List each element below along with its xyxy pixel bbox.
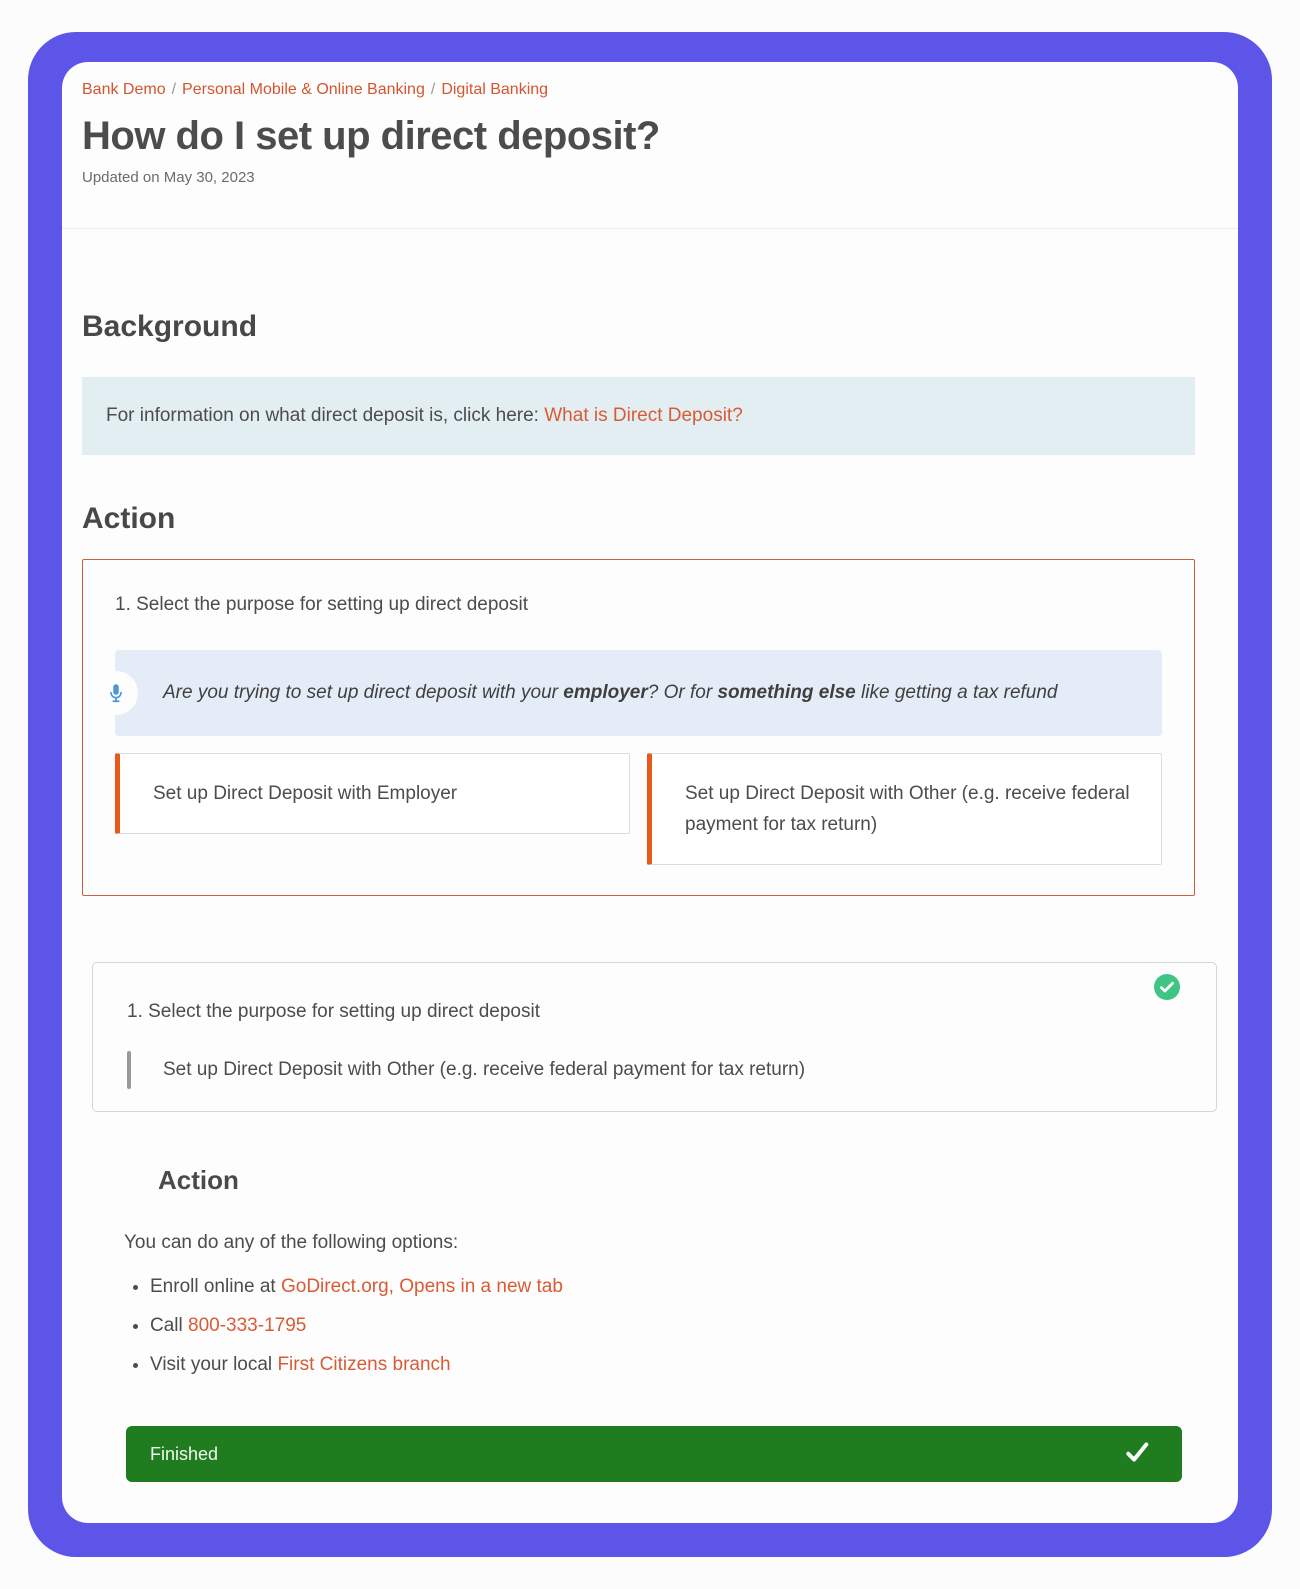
updated-date: Updated on May 30, 2023 [82, 169, 255, 186]
breadcrumb-link-bank-demo[interactable]: Bank Demo [82, 81, 166, 98]
selected-option-text: Set up Direct Deposit with Other (e.g. receive federal payment for tax return) [163, 1059, 806, 1080]
info-text: For information on what direct deposit is, click here: [106, 405, 545, 426]
question-bubble [115, 650, 1162, 736]
list-item-visit-branch: • Visit your local First Citizens branch [150, 1352, 1195, 1378]
breadcrumb-separator: / [430, 81, 436, 98]
finished-bar[interactable] [126, 1426, 1182, 1482]
branch-link[interactable]: First Citizens branch [277, 1354, 451, 1375]
breadcrumb-link-personal-mobile-online-banking[interactable]: Personal Mobile & Online Banking [182, 81, 425, 98]
step-label: 1. Select the purpose for setting up direct deposit [115, 594, 528, 615]
finished-label: Finished [150, 1443, 219, 1464]
followup-intro: You can do any of the following options: [124, 1232, 459, 1253]
article-card [62, 62, 1238, 1523]
followup-action-heading: Action [158, 1165, 239, 1195]
option-other-button[interactable]: Set up Direct Deposit with Other (e.g. receive federal payment for tax return) [647, 753, 1162, 865]
purple-frame [28, 32, 1272, 1557]
selected-option [127, 1051, 1136, 1089]
option-employer-button[interactable]: Set up Direct Deposit with Employer [115, 753, 630, 834]
breadcrumb-link-digital-banking[interactable]: Digital Banking [441, 81, 549, 98]
checkmark-icon [1122, 1438, 1152, 1471]
question-text: Are you trying to set up direct deposit with your employer? Or for something else like getting a tax refund [163, 682, 1058, 703]
godirect-link[interactable]: GoDirect.org, Opens in a new tab [280, 1276, 563, 1297]
info-box [82, 377, 1195, 455]
breadcrumb [82, 80, 1195, 100]
completed-step-label: 1. Select the purpose for setting up direct deposit [127, 1001, 540, 1022]
check-circle-icon [1154, 974, 1180, 1000]
list-item-enroll-online: • Enroll online at GoDirect.org, Opens in a new tab [150, 1274, 1195, 1300]
selection-bar [127, 1051, 131, 1089]
background-heading: Background [82, 310, 258, 343]
action-heading: Action [82, 502, 176, 535]
options-row [115, 753, 1162, 865]
breadcrumb-separator: / [171, 81, 177, 98]
what-is-direct-deposit-link[interactable]: What is Direct Deposit? [544, 405, 743, 426]
followup-options-list [124, 1274, 1195, 1378]
header-divider [62, 228, 1238, 229]
microphone-icon [94, 671, 138, 715]
list-item-call: • Call 800-333-1795 [150, 1313, 1195, 1339]
completed-step-box [92, 962, 1217, 1112]
page-title: How do I set up direct deposit? [82, 114, 660, 158]
phone-link[interactable]: 800-333-1795 [188, 1315, 307, 1336]
action-step-box [82, 559, 1195, 896]
